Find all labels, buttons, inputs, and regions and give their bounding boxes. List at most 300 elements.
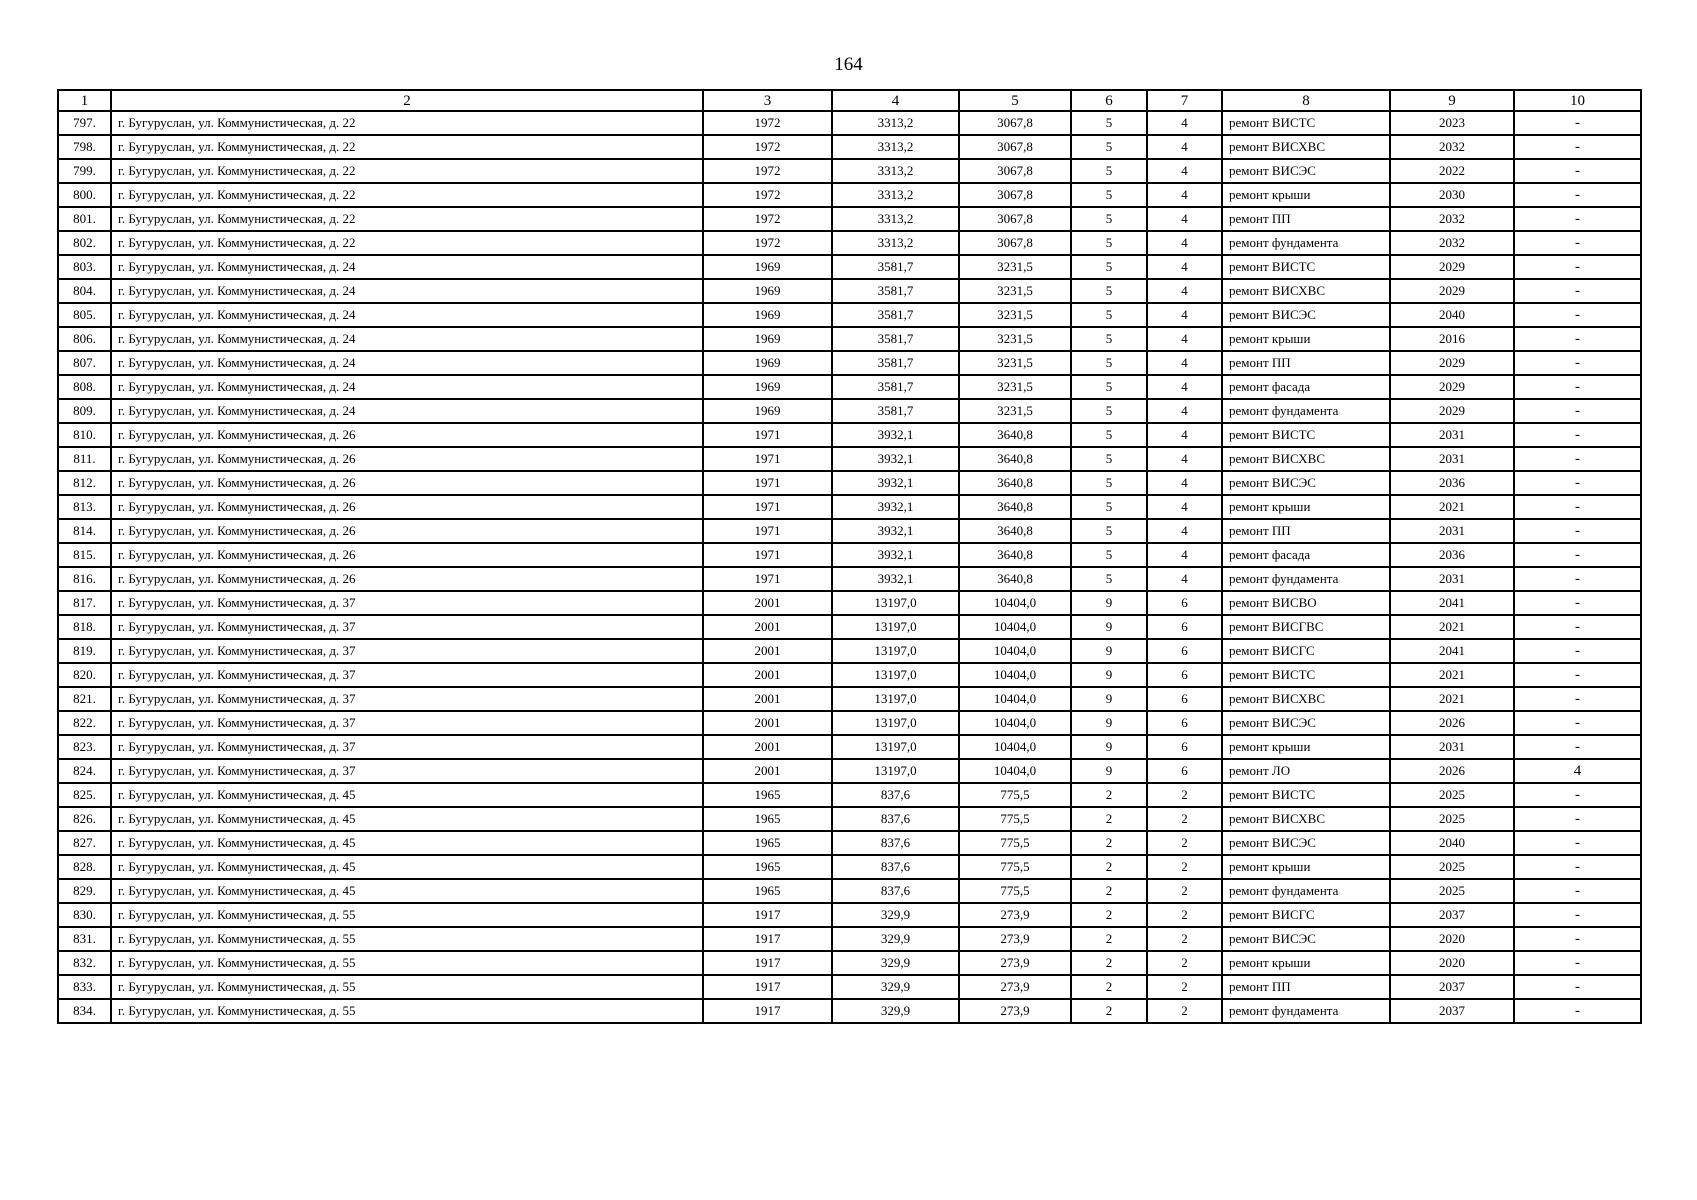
total-area-cell: 13197,0 — [832, 591, 959, 615]
address-cell: г. Бугуруслан, ул. Коммунистическая, д. 45 — [111, 807, 703, 831]
planned-year-cell: 2025 — [1390, 783, 1514, 807]
build-year-cell: 1972 — [703, 207, 832, 231]
work-type-cell: ремонт ВИСЭС — [1222, 927, 1390, 951]
living-area-cell: 3067,8 — [959, 159, 1071, 183]
planned-year-cell: 2036 — [1390, 471, 1514, 495]
living-area-cell: 3640,8 — [959, 567, 1071, 591]
total-area-cell: 3313,2 — [832, 111, 959, 135]
entrances-cell: 4 — [1147, 495, 1222, 519]
column-10-value-cell: 4 — [1514, 759, 1641, 783]
living-area-cell: 273,9 — [959, 975, 1071, 999]
living-area-cell: 273,9 — [959, 951, 1071, 975]
table-row — [58, 975, 1641, 999]
column-10-value-cell: - — [1514, 687, 1641, 711]
address-cell: г. Бугуруслан, ул. Коммунистическая, д. 55 — [111, 951, 703, 975]
table-row — [58, 519, 1641, 543]
column-10-value-cell: - — [1514, 879, 1641, 903]
address-cell: г. Бугуруслан, ул. Коммунистическая, д. 55 — [111, 999, 703, 1023]
entrances-cell: 4 — [1147, 423, 1222, 447]
address-cell: г. Бугуруслан, ул. Коммунистическая, д. 45 — [111, 879, 703, 903]
address-cell: г. Бугуруслан, ул. Коммунистическая, д. 26 — [111, 447, 703, 471]
column-header-4: 4 — [832, 90, 959, 111]
entrances-cell: 4 — [1147, 471, 1222, 495]
total-area-cell: 329,9 — [832, 999, 959, 1023]
address-cell: г. Бугуруслан, ул. Коммунистическая, д. 37 — [111, 639, 703, 663]
living-area-cell: 3640,8 — [959, 423, 1071, 447]
table-row — [58, 855, 1641, 879]
build-year-cell: 1971 — [703, 471, 832, 495]
row-number-cell: 827. — [58, 831, 111, 855]
work-type-cell: ремонт ПП — [1222, 207, 1390, 231]
address-cell: г. Бугуруслан, ул. Коммунистическая, д. 22 — [111, 183, 703, 207]
planned-year-cell: 2025 — [1390, 879, 1514, 903]
build-year-cell: 2001 — [703, 591, 832, 615]
table-row — [58, 279, 1641, 303]
floors-cell: 2 — [1071, 903, 1147, 927]
floors-cell: 5 — [1071, 543, 1147, 567]
table-row — [58, 567, 1641, 591]
living-area-cell: 10404,0 — [959, 663, 1071, 687]
row-number-cell: 807. — [58, 351, 111, 375]
address-cell: г. Бугуруслан, ул. Коммунистическая, д. 37 — [111, 615, 703, 639]
table-row — [58, 999, 1641, 1023]
row-number-cell: 816. — [58, 567, 111, 591]
total-area-cell: 3932,1 — [832, 423, 959, 447]
floors-cell: 5 — [1071, 351, 1147, 375]
entrances-cell: 6 — [1147, 735, 1222, 759]
total-area-cell: 3313,2 — [832, 231, 959, 255]
table-row — [58, 639, 1641, 663]
build-year-cell: 2001 — [703, 759, 832, 783]
living-area-cell: 3067,8 — [959, 111, 1071, 135]
row-number-cell: 805. — [58, 303, 111, 327]
table-row — [58, 687, 1641, 711]
floors-cell: 5 — [1071, 567, 1147, 591]
address-cell: г. Бугуруслан, ул. Коммунистическая, д. 26 — [111, 423, 703, 447]
total-area-cell: 329,9 — [832, 951, 959, 975]
floors-cell: 5 — [1071, 519, 1147, 543]
entrances-cell: 6 — [1147, 687, 1222, 711]
planned-year-cell: 2022 — [1390, 159, 1514, 183]
planned-year-cell: 2037 — [1390, 999, 1514, 1023]
row-number-cell: 833. — [58, 975, 111, 999]
entrances-cell: 2 — [1147, 855, 1222, 879]
living-area-cell: 3640,8 — [959, 495, 1071, 519]
floors-cell: 9 — [1071, 735, 1147, 759]
entrances-cell: 4 — [1147, 231, 1222, 255]
row-number-cell: 798. — [58, 135, 111, 159]
planned-year-cell: 2031 — [1390, 519, 1514, 543]
build-year-cell: 1917 — [703, 903, 832, 927]
entrances-cell: 2 — [1147, 975, 1222, 999]
page-number: 164 — [834, 54, 863, 75]
table-row — [58, 495, 1641, 519]
planned-year-cell: 2021 — [1390, 663, 1514, 687]
column-10-value-cell: - — [1514, 135, 1641, 159]
address-cell: г. Бугуруслан, ул. Коммунистическая, д. 22 — [111, 111, 703, 135]
entrances-cell: 2 — [1147, 999, 1222, 1023]
column-10-value-cell: - — [1514, 615, 1641, 639]
living-area-cell: 3231,5 — [959, 303, 1071, 327]
entrances-cell: 6 — [1147, 663, 1222, 687]
planned-year-cell: 2030 — [1390, 183, 1514, 207]
planned-year-cell: 2025 — [1390, 807, 1514, 831]
living-area-cell: 3067,8 — [959, 135, 1071, 159]
total-area-cell: 837,6 — [832, 855, 959, 879]
table-row — [58, 711, 1641, 735]
work-type-cell: ремонт ВИСТС — [1222, 783, 1390, 807]
work-type-cell: ремонт фундамента — [1222, 231, 1390, 255]
column-10-value-cell: - — [1514, 639, 1641, 663]
living-area-cell: 3231,5 — [959, 375, 1071, 399]
total-area-cell: 3581,7 — [832, 303, 959, 327]
column-header-6: 6 — [1071, 90, 1147, 111]
column-10-value-cell: - — [1514, 999, 1641, 1023]
work-type-cell: ремонт фасада — [1222, 375, 1390, 399]
table-row — [58, 951, 1641, 975]
column-10-value-cell: - — [1514, 543, 1641, 567]
total-area-cell: 3932,1 — [832, 519, 959, 543]
total-area-cell: 3313,2 — [832, 183, 959, 207]
work-type-cell: ремонт ЛО — [1222, 759, 1390, 783]
floors-cell: 5 — [1071, 207, 1147, 231]
entrances-cell: 4 — [1147, 447, 1222, 471]
work-type-cell: ремонт фундамента — [1222, 567, 1390, 591]
work-type-cell: ремонт ВИСВО — [1222, 591, 1390, 615]
entrances-cell: 6 — [1147, 591, 1222, 615]
floors-cell: 2 — [1071, 951, 1147, 975]
row-number-cell: 812. — [58, 471, 111, 495]
floors-cell: 5 — [1071, 375, 1147, 399]
build-year-cell: 1972 — [703, 231, 832, 255]
planned-year-cell: 2016 — [1390, 327, 1514, 351]
column-10-value-cell: - — [1514, 903, 1641, 927]
table-row — [58, 183, 1641, 207]
column-header-2: 2 — [111, 90, 703, 111]
floors-cell: 9 — [1071, 687, 1147, 711]
column-10-value-cell: - — [1514, 399, 1641, 423]
living-area-cell: 3640,8 — [959, 447, 1071, 471]
address-cell: г. Бугуруслан, ул. Коммунистическая, д. 55 — [111, 903, 703, 927]
column-10-value-cell: - — [1514, 591, 1641, 615]
row-number-cell: 811. — [58, 447, 111, 471]
total-area-cell: 3581,7 — [832, 279, 959, 303]
column-header-7: 7 — [1147, 90, 1222, 111]
row-number-cell: 806. — [58, 327, 111, 351]
row-number-cell: 834. — [58, 999, 111, 1023]
address-cell: г. Бугуруслан, ул. Коммунистическая, д. 55 — [111, 927, 703, 951]
floors-cell: 2 — [1071, 783, 1147, 807]
work-type-cell: ремонт ВИСТС — [1222, 423, 1390, 447]
living-area-cell: 3640,8 — [959, 543, 1071, 567]
total-area-cell: 13197,0 — [832, 687, 959, 711]
column-10-value-cell: - — [1514, 207, 1641, 231]
table-row — [58, 615, 1641, 639]
address-cell: г. Бугуруслан, ул. Коммунистическая, д. 22 — [111, 159, 703, 183]
work-type-cell: ремонт фундамента — [1222, 879, 1390, 903]
build-year-cell: 1969 — [703, 279, 832, 303]
address-cell: г. Бугуруслан, ул. Коммунистическая, д. 26 — [111, 519, 703, 543]
planned-year-cell: 2029 — [1390, 375, 1514, 399]
entrances-cell: 2 — [1147, 903, 1222, 927]
total-area-cell: 3932,1 — [832, 495, 959, 519]
address-cell: г. Бугуруслан, ул. Коммунистическая, д. 24 — [111, 279, 703, 303]
build-year-cell: 1972 — [703, 183, 832, 207]
floors-cell: 5 — [1071, 495, 1147, 519]
address-cell: г. Бугуруслан, ул. Коммунистическая, д. 24 — [111, 375, 703, 399]
row-number-cell: 831. — [58, 927, 111, 951]
row-number-cell: 824. — [58, 759, 111, 783]
planned-year-cell: 2029 — [1390, 279, 1514, 303]
living-area-cell: 775,5 — [959, 879, 1071, 903]
row-number-cell: 813. — [58, 495, 111, 519]
planned-year-cell: 2041 — [1390, 591, 1514, 615]
entrances-cell: 6 — [1147, 615, 1222, 639]
total-area-cell: 837,6 — [832, 783, 959, 807]
column-10-value-cell: - — [1514, 375, 1641, 399]
build-year-cell: 1965 — [703, 831, 832, 855]
floors-cell: 5 — [1071, 231, 1147, 255]
planned-year-cell: 2026 — [1390, 759, 1514, 783]
living-area-cell: 3640,8 — [959, 471, 1071, 495]
living-area-cell: 3640,8 — [959, 519, 1071, 543]
column-10-value-cell: - — [1514, 855, 1641, 879]
living-area-cell: 10404,0 — [959, 639, 1071, 663]
build-year-cell: 1965 — [703, 783, 832, 807]
total-area-cell: 329,9 — [832, 903, 959, 927]
row-number-cell: 817. — [58, 591, 111, 615]
column-10-value-cell: - — [1514, 303, 1641, 327]
table-row — [58, 231, 1641, 255]
address-cell: г. Бугуруслан, ул. Коммунистическая, д. 37 — [111, 663, 703, 687]
column-10-value-cell: - — [1514, 495, 1641, 519]
table-row — [58, 783, 1641, 807]
total-area-cell: 13197,0 — [832, 735, 959, 759]
living-area-cell: 273,9 — [959, 999, 1071, 1023]
total-area-cell: 837,6 — [832, 831, 959, 855]
build-year-cell: 1972 — [703, 111, 832, 135]
planned-year-cell: 2025 — [1390, 855, 1514, 879]
living-area-cell: 10404,0 — [959, 591, 1071, 615]
column-10-value-cell: - — [1514, 735, 1641, 759]
table-row — [58, 831, 1641, 855]
work-type-cell: ремонт ВИСТС — [1222, 255, 1390, 279]
build-year-cell: 1917 — [703, 927, 832, 951]
column-header-3: 3 — [703, 90, 832, 111]
total-area-cell: 329,9 — [832, 927, 959, 951]
entrances-cell: 2 — [1147, 951, 1222, 975]
table-row — [58, 807, 1641, 831]
living-area-cell: 775,5 — [959, 807, 1071, 831]
table-row — [58, 447, 1641, 471]
entrances-cell: 2 — [1147, 879, 1222, 903]
entrances-cell: 6 — [1147, 639, 1222, 663]
address-cell: г. Бугуруслан, ул. Коммунистическая, д. 37 — [111, 711, 703, 735]
work-type-cell: ремонт крыши — [1222, 951, 1390, 975]
living-area-cell: 3231,5 — [959, 279, 1071, 303]
build-year-cell: 2001 — [703, 663, 832, 687]
column-10-value-cell: - — [1514, 423, 1641, 447]
planned-year-cell: 2020 — [1390, 951, 1514, 975]
floors-cell: 2 — [1071, 975, 1147, 999]
address-cell: г. Бугуруслан, ул. Коммунистическая, д. 24 — [111, 255, 703, 279]
address-cell: г. Бугуруслан, ул. Коммунистическая, д. 24 — [111, 399, 703, 423]
work-type-cell: ремонт фундамента — [1222, 399, 1390, 423]
living-area-cell: 3067,8 — [959, 231, 1071, 255]
total-area-cell: 3932,1 — [832, 543, 959, 567]
total-area-cell: 13197,0 — [832, 639, 959, 663]
planned-year-cell: 2040 — [1390, 303, 1514, 327]
entrances-cell: 4 — [1147, 543, 1222, 567]
planned-year-cell: 2021 — [1390, 615, 1514, 639]
total-area-cell: 3932,1 — [832, 567, 959, 591]
build-year-cell: 1971 — [703, 423, 832, 447]
work-type-cell: ремонт ВИСХВС — [1222, 807, 1390, 831]
planned-year-cell: 2031 — [1390, 423, 1514, 447]
living-area-cell: 273,9 — [959, 927, 1071, 951]
address-cell: г. Бугуруслан, ул. Коммунистическая, д. 45 — [111, 855, 703, 879]
row-number-cell: 797. — [58, 111, 111, 135]
work-type-cell: ремонт ВИСЭС — [1222, 159, 1390, 183]
planned-year-cell: 2029 — [1390, 255, 1514, 279]
table-row — [58, 159, 1641, 183]
entrances-cell: 4 — [1147, 327, 1222, 351]
column-10-value-cell: - — [1514, 951, 1641, 975]
living-area-cell: 3067,8 — [959, 183, 1071, 207]
table-row — [58, 759, 1641, 783]
floors-cell: 2 — [1071, 999, 1147, 1023]
entrances-cell: 2 — [1147, 831, 1222, 855]
build-year-cell: 1965 — [703, 879, 832, 903]
row-number-cell: 803. — [58, 255, 111, 279]
entrances-cell: 4 — [1147, 159, 1222, 183]
row-number-cell: 800. — [58, 183, 111, 207]
address-cell: г. Бугуруслан, ул. Коммунистическая, д. 37 — [111, 687, 703, 711]
column-10-value-cell: - — [1514, 807, 1641, 831]
entrances-cell: 4 — [1147, 135, 1222, 159]
column-10-value-cell: - — [1514, 663, 1641, 687]
work-type-cell: ремонт ВИСХВС — [1222, 447, 1390, 471]
floors-cell: 5 — [1071, 471, 1147, 495]
build-year-cell: 2001 — [703, 735, 832, 759]
work-type-cell: ремонт крыши — [1222, 327, 1390, 351]
table-row — [58, 663, 1641, 687]
work-type-cell: ремонт ВИСГВС — [1222, 615, 1390, 639]
total-area-cell: 13197,0 — [832, 759, 959, 783]
table-row — [58, 735, 1641, 759]
column-10-value-cell: - — [1514, 975, 1641, 999]
entrances-cell: 4 — [1147, 303, 1222, 327]
build-year-cell: 1971 — [703, 567, 832, 591]
address-cell: г. Бугуруслан, ул. Коммунистическая, д. 45 — [111, 783, 703, 807]
total-area-cell: 3581,7 — [832, 399, 959, 423]
work-type-cell: ремонт ВИСГС — [1222, 639, 1390, 663]
floors-cell: 5 — [1071, 447, 1147, 471]
floors-cell: 2 — [1071, 807, 1147, 831]
column-10-value-cell: - — [1514, 447, 1641, 471]
entrances-cell: 4 — [1147, 111, 1222, 135]
column-10-value-cell: - — [1514, 567, 1641, 591]
living-area-cell: 775,5 — [959, 783, 1071, 807]
living-area-cell: 3231,5 — [959, 255, 1071, 279]
work-type-cell: ремонт ВИСЭС — [1222, 831, 1390, 855]
planned-year-cell: 2037 — [1390, 903, 1514, 927]
build-year-cell: 1972 — [703, 159, 832, 183]
build-year-cell: 1969 — [703, 327, 832, 351]
planned-year-cell: 2021 — [1390, 495, 1514, 519]
column-header-1: 1 — [58, 90, 111, 111]
column-10-value-cell: - — [1514, 159, 1641, 183]
planned-year-cell: 2031 — [1390, 447, 1514, 471]
address-cell: г. Бугуруслан, ул. Коммунистическая, д. 26 — [111, 567, 703, 591]
total-area-cell: 3932,1 — [832, 447, 959, 471]
column-10-value-cell: - — [1514, 231, 1641, 255]
build-year-cell: 1965 — [703, 807, 832, 831]
planned-year-cell: 2026 — [1390, 711, 1514, 735]
entrances-cell: 2 — [1147, 783, 1222, 807]
planned-year-cell: 2040 — [1390, 831, 1514, 855]
build-year-cell: 2001 — [703, 639, 832, 663]
row-number-cell: 818. — [58, 615, 111, 639]
table-body — [58, 111, 1641, 1023]
total-area-cell: 3313,2 — [832, 159, 959, 183]
work-type-cell: ремонт ПП — [1222, 975, 1390, 999]
column-number-header-row — [58, 90, 1641, 111]
work-type-cell: ремонт ВИСТС — [1222, 663, 1390, 687]
floors-cell: 9 — [1071, 759, 1147, 783]
entrances-cell: 2 — [1147, 807, 1222, 831]
work-type-cell: ремонт ВИСЭС — [1222, 471, 1390, 495]
build-year-cell: 2001 — [703, 711, 832, 735]
planned-year-cell: 2029 — [1390, 399, 1514, 423]
work-type-cell: ремонт фундамента — [1222, 999, 1390, 1023]
planned-year-cell: 2021 — [1390, 687, 1514, 711]
entrances-cell: 4 — [1147, 279, 1222, 303]
build-year-cell: 1971 — [703, 519, 832, 543]
living-area-cell: 10404,0 — [959, 759, 1071, 783]
total-area-cell: 837,6 — [832, 807, 959, 831]
column-10-value-cell: - — [1514, 327, 1641, 351]
planned-year-cell: 2023 — [1390, 111, 1514, 135]
table-row — [58, 351, 1641, 375]
entrances-cell: 6 — [1147, 759, 1222, 783]
work-type-cell: ремонт ВИСТС — [1222, 111, 1390, 135]
column-10-value-cell: - — [1514, 471, 1641, 495]
entrances-cell: 4 — [1147, 183, 1222, 207]
living-area-cell: 3231,5 — [959, 351, 1071, 375]
planned-year-cell: 2032 — [1390, 231, 1514, 255]
total-area-cell: 3581,7 — [832, 351, 959, 375]
work-type-cell: ремонт ВИСХВС — [1222, 135, 1390, 159]
column-10-value-cell: - — [1514, 351, 1641, 375]
table-row — [58, 327, 1641, 351]
entrances-cell: 4 — [1147, 207, 1222, 231]
floors-cell: 5 — [1071, 159, 1147, 183]
column-10-value-cell: - — [1514, 183, 1641, 207]
work-type-cell: ремонт крыши — [1222, 735, 1390, 759]
table-row — [58, 471, 1641, 495]
total-area-cell: 3581,7 — [832, 375, 959, 399]
build-year-cell: 1971 — [703, 447, 832, 471]
row-number-cell: 828. — [58, 855, 111, 879]
column-10-value-cell: - — [1514, 783, 1641, 807]
table-row — [58, 375, 1641, 399]
floors-cell: 2 — [1071, 831, 1147, 855]
work-type-cell: ремонт ВИСГС — [1222, 903, 1390, 927]
row-number-cell: 815. — [58, 543, 111, 567]
row-number-cell: 822. — [58, 711, 111, 735]
work-type-cell: ремонт ВИСХВС — [1222, 279, 1390, 303]
